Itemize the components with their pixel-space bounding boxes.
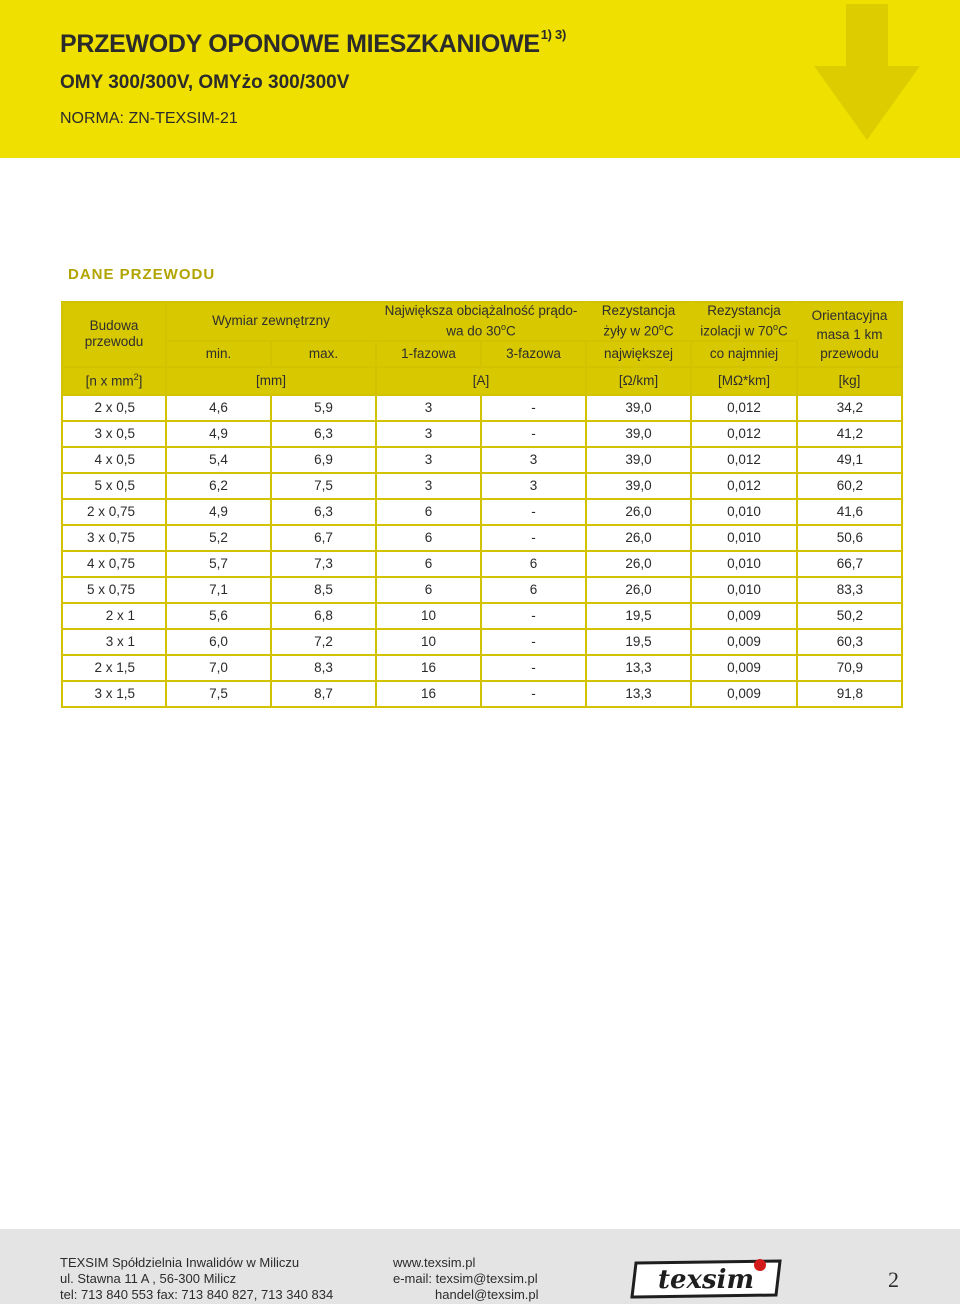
cell-obciazalnosc-3f: -	[481, 525, 586, 551]
footer-website[interactable]: www.texsim.pl	[393, 1255, 476, 1270]
cell-wymiar-max: 7,2	[271, 629, 376, 655]
cell-rezystancja-zyly: 19,5	[586, 603, 691, 629]
footer	[0, 1229, 960, 1304]
footer-contact	[393, 1255, 539, 1303]
table-row	[62, 395, 902, 421]
col-budowa: Budowa przewodu	[62, 302, 166, 367]
cell-rezystancja-izolacji: 0,010	[691, 551, 797, 577]
cell-masa: 91,8	[797, 681, 902, 707]
cell-masa: 60,2	[797, 473, 902, 499]
unit-kg: [kg]	[797, 367, 902, 395]
footer-email2[interactable]: handel@texsim.pl	[435, 1287, 539, 1302]
cell-rezystancja-zyly: 39,0	[586, 421, 691, 447]
table-row	[62, 473, 902, 499]
cell-obciazalnosc-1f: 3	[376, 473, 481, 499]
cell-wymiar-max: 7,5	[271, 473, 376, 499]
cell-budowa: 3 x 0,75	[62, 525, 166, 551]
col-obciazalnosc: Największa obciążalność prądo- wa do 30$^o$C	[376, 302, 586, 341]
cell-masa: 41,6	[797, 499, 902, 525]
units-row	[62, 367, 902, 395]
footer-email[interactable]: e-mail: texsim@texsim.pl	[393, 1271, 538, 1286]
cell-wymiar-min: 4,6	[166, 395, 271, 421]
cell-budowa: 5 x 0,5	[62, 473, 166, 499]
cell-budowa: 2 x 0,5	[62, 395, 166, 421]
cell-wymiar-max: 6,3	[271, 499, 376, 525]
cell-obciazalnosc-3f: -	[481, 603, 586, 629]
cell-wymiar-min: 7,0	[166, 655, 271, 681]
cell-budowa: 4 x 0,5	[62, 447, 166, 473]
table-row	[62, 681, 902, 707]
cell-wymiar-min: 7,5	[166, 681, 271, 707]
cell-masa: 60,3	[797, 629, 902, 655]
cell-obciazalnosc-1f: 6	[376, 551, 481, 577]
texsim-logo	[630, 1257, 782, 1299]
header-band	[0, 0, 960, 158]
svg-text:texsim: texsim	[657, 1265, 755, 1295]
subheader-max: max.	[271, 341, 376, 367]
cell-wymiar-max: 8,3	[271, 655, 376, 681]
cell-budowa: 2 x 1,5	[62, 655, 166, 681]
cell-masa: 41,2	[797, 421, 902, 447]
cable-data-table	[61, 301, 903, 708]
cell-masa: 34,2	[797, 395, 902, 421]
cell-wymiar-max: 7,3	[271, 551, 376, 577]
cell-obciazalnosc-1f: 16	[376, 681, 481, 707]
cell-rezystancja-zyly: 39,0	[586, 473, 691, 499]
cell-rezystancja-izolacji: 0,009	[691, 629, 797, 655]
table-row	[62, 525, 902, 551]
cell-wymiar-min: 5,7	[166, 551, 271, 577]
cell-rezystancja-izolacji: 0,012	[691, 395, 797, 421]
cell-wymiar-max: 6,8	[271, 603, 376, 629]
cell-wymiar-max: 8,5	[271, 577, 376, 603]
cell-rezystancja-izolacji: 0,009	[691, 655, 797, 681]
cell-obciazalnosc-1f: 3	[376, 447, 481, 473]
cell-wymiar-min: 7,1	[166, 577, 271, 603]
cell-obciazalnosc-3f: -	[481, 421, 586, 447]
cell-rezystancja-zyly: 26,0	[586, 577, 691, 603]
subheader-1-fazowa: 1-fazowa	[376, 341, 481, 367]
cell-rezystancja-zyly: 19,5	[586, 629, 691, 655]
cell-rezystancja-zyly: 13,3	[586, 681, 691, 707]
cell-wymiar-min: 4,9	[166, 499, 271, 525]
cell-obciazalnosc-1f: 16	[376, 655, 481, 681]
subheader-co-najmniej: co najmniej	[691, 341, 797, 367]
cell-budowa: 2 x 0,75	[62, 499, 166, 525]
cell-obciazalnosc-1f: 10	[376, 629, 481, 655]
footer-phones: tel: 713 840 553 fax: 713 840 827, 713 340 834	[60, 1287, 334, 1302]
unit-ohm: [Ω/km]	[586, 367, 691, 395]
cell-wymiar-max: 6,3	[271, 421, 376, 447]
table-row	[62, 421, 902, 447]
col-rez-izolacji: Rezystancja izolacji w 70$^o$C	[691, 302, 797, 341]
header-row	[62, 302, 902, 341]
cell-rezystancja-izolacji: 0,012	[691, 473, 797, 499]
unit-mm: [mm]	[166, 367, 376, 395]
cell-obciazalnosc-3f: 3	[481, 473, 586, 499]
cell-obciazalnosc-3f: 6	[481, 551, 586, 577]
cell-budowa: 5 x 0,75	[62, 577, 166, 603]
unit-mohm: [MΩ*km]	[691, 367, 797, 395]
cell-wymiar-min: 5,4	[166, 447, 271, 473]
cell-masa: 49,1	[797, 447, 902, 473]
subheader-3-fazowa: 3-fazowa	[481, 341, 586, 367]
cell-wymiar-min: 6,2	[166, 473, 271, 499]
down-arrow-icon	[812, 4, 922, 144]
cell-masa: 50,2	[797, 603, 902, 629]
unit-przekroj: [n x $mm^2$]	[62, 367, 166, 395]
cell-rezystancja-zyly: 13,3	[586, 655, 691, 681]
col-rez-zyly: Rezystancja żyły w 20$^o$C	[586, 302, 691, 341]
subheader-row	[62, 341, 902, 367]
cell-obciazalnosc-3f: 6	[481, 577, 586, 603]
cell-masa: 83,3	[797, 577, 902, 603]
footer-company: TEXSIM Spółdzielnia Inwalidów w Miliczu	[60, 1255, 300, 1270]
cell-wymiar-max: 5,9	[271, 395, 376, 421]
table-row	[62, 447, 902, 473]
cell-masa: 70,9	[797, 655, 902, 681]
cell-rezystancja-zyly: 39,0	[586, 447, 691, 473]
cell-obciazalnosc-3f: -	[481, 655, 586, 681]
cell-masa: 66,7	[797, 551, 902, 577]
cell-wymiar-min: 6,0	[166, 629, 271, 655]
cell-rezystancja-izolacji: 0,010	[691, 525, 797, 551]
table-row	[62, 603, 902, 629]
cell-rezystancja-izolacji: 0,010	[691, 499, 797, 525]
page-title: PRZEWODY OPONOWE $MIESZKANIOWE^{1) 3)}$	[60, 26, 566, 58]
cell-rezystancja-izolacji: 0,010	[691, 577, 797, 603]
cell-wymiar-max: 6,7	[271, 525, 376, 551]
footer-company-info	[60, 1255, 333, 1303]
cell-rezystancja-izolacji: 0,012	[691, 421, 797, 447]
table-row	[62, 577, 902, 603]
cell-budowa: 3 x 1,5	[62, 681, 166, 707]
cell-obciazalnosc-1f: 3	[376, 395, 481, 421]
cell-budowa: 3 x 0,5	[62, 421, 166, 447]
table-row	[62, 551, 902, 577]
product-subtitle: OMY 300/300V, OMYżo 300/300V	[60, 72, 350, 93]
cell-rezystancja-zyly: 26,0	[586, 525, 691, 551]
section-heading: DANE PRZEWODU	[68, 266, 216, 283]
cell-obciazalnosc-1f: 6	[376, 525, 481, 551]
cell-budowa: 4 x 0,75	[62, 551, 166, 577]
subheader-najwiecej: największej	[586, 341, 691, 367]
table-row	[62, 655, 902, 681]
cell-obciazalnosc-1f: 6	[376, 577, 481, 603]
cell-budowa: 3 x 1	[62, 629, 166, 655]
cell-obciazalnosc-3f: -	[481, 681, 586, 707]
cell-obciazalnosc-1f: 3	[376, 421, 481, 447]
cell-wymiar-max: 8,7	[271, 681, 376, 707]
table-row	[62, 499, 902, 525]
cell-rezystancja-izolacji: 0,009	[691, 603, 797, 629]
cell-rezystancja-izolacji: 0,009	[691, 681, 797, 707]
cell-obciazalnosc-3f: -	[481, 395, 586, 421]
cell-rezystancja-izolacji: 0,012	[691, 447, 797, 473]
cell-rezystancja-zyly: 39,0	[586, 395, 691, 421]
col-wymiar: Wymiar zewnętrzny	[166, 302, 376, 341]
col-masa: Orientacyjna masa 1 km przewodu	[797, 302, 902, 367]
cell-wymiar-min: 5,2	[166, 525, 271, 551]
table-row	[62, 629, 902, 655]
cell-obciazalnosc-3f: -	[481, 629, 586, 655]
cell-wymiar-min: 4,9	[166, 421, 271, 447]
subheader-min: min.	[166, 341, 271, 367]
cell-obciazalnosc-3f: -	[481, 499, 586, 525]
cell-wymiar-min: 5,6	[166, 603, 271, 629]
footer-address: ul. Stawna 11 A , 56-300 Milicz	[60, 1271, 237, 1286]
cell-obciazalnosc-1f: 6	[376, 499, 481, 525]
cell-budowa: 2 x 1	[62, 603, 166, 629]
cell-obciazalnosc-1f: 10	[376, 603, 481, 629]
unit-a: [A]	[376, 367, 586, 395]
cell-masa: 50,6	[797, 525, 902, 551]
cell-obciazalnosc-3f: 3	[481, 447, 586, 473]
norm-label: NORMA: ZN-TEXSIM-21	[60, 110, 238, 127]
page-number: 2	[888, 1267, 899, 1292]
cell-wymiar-max: 6,9	[271, 447, 376, 473]
cell-rezystancja-zyly: 26,0	[586, 499, 691, 525]
cell-rezystancja-zyly: 26,0	[586, 551, 691, 577]
